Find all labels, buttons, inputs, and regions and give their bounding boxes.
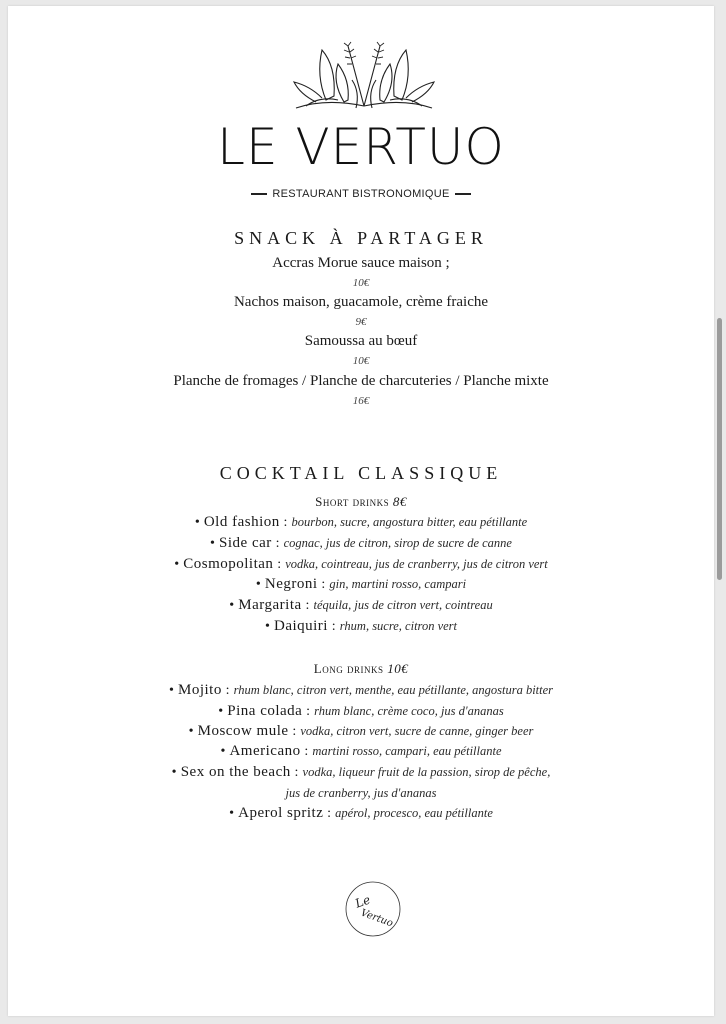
botanical-logo-icon [286,36,442,114]
cocktail-item: • Side car : cognac, jus de citron, sirop de sucre de canne [210,535,512,551]
cocktail-ingredients: martini rosso, campari, eau pétillante [312,744,502,758]
snack-item-name: Planche de fromages / Planche de charcuteries / Planche mixte [173,373,549,389]
cocktail-item: • Moscow mule : vodka, citron vert, sucre de canne, ginger beer [188,723,534,739]
cocktail-item: • Cosmopolitan : vodka, cointreau, jus de cranberry, jus de citron vert [174,556,548,572]
snack-item-name: Samoussa au bœuf [304,333,418,349]
long-drinks-label: Long drinks [313,661,384,676]
le-vertuo-seal-icon [344,880,402,938]
cocktail-name: Daiquiri [273,618,328,634]
snack-item-price: 9€ [355,316,367,328]
cocktail-ingredients: téquila, jus de citron vert, cointreau [313,598,493,612]
cocktail-ingredients: rhum blanc, crème coco, jus d'ananas [314,704,504,718]
cocktail-ingredients: vodka, liqueur fruit de la passion, sirop de pêche, [302,765,551,779]
cocktail-name: Pina colada [227,703,303,719]
cocktail-ingredients: rhum blanc, citron vert, menthe, eau pétillante, angostura bitter [233,683,554,697]
svg-text:Vertuo: Vertuo [359,907,395,930]
cocktail-ingredients-continued: jus de cranberry, jus d'ananas [285,786,437,800]
short-drinks-price: 8€ [392,494,407,509]
brand-name: LE VERTUO [217,118,505,176]
cocktail-ingredients: cognac, jus de citron, sirop de sucre de canne [283,536,512,550]
cocktail-ingredients: apérol, procesco, eau pétillante [335,806,493,820]
snack-item-price: 10€ [352,277,370,289]
snack-item-price: 16€ [352,395,370,407]
long-drinks-heading [8,661,714,677]
cocktail-name: Negroni [264,576,318,592]
snacks-title: SNACK À PARTAGER [234,228,488,248]
cocktail-name: Sex on the beach [180,764,291,780]
cocktail-name: Mojito [177,682,222,698]
long-drinks-price: 10€ [387,661,409,676]
cocktail-ingredients: rhum, sucre, citron vert [339,619,458,633]
cocktail-item: • Sex on the beach : vodka, liqueur fruit de la passion, sirop de pêche, [171,764,551,780]
svg-text:Le: Le [353,892,373,911]
short-drinks-label: Short drinks [315,494,390,509]
snack-item-name: Accras Morue sauce maison ; [272,255,450,271]
cocktail-name: Side car [219,535,272,551]
cocktail-item: • Daiquiri : rhum, sucre, citron vert [264,618,458,634]
brand-tagline [8,188,714,200]
snack-item-name: Nachos maison, guacamole, crème fraiche [233,294,489,310]
scrollbar[interactable] [717,318,722,580]
cocktail-ingredients: vodka, citron vert, sucre de canne, ginger beer [300,724,534,738]
cocktail-name: Aperol spritz [238,805,324,821]
cocktail-item: • Margarita : téquila, jus de citron vert, cointreau [229,597,493,613]
short-drinks-heading [8,494,714,510]
cocktail-ingredients: bourbon, sucre, angostura bitter, eau pétillante [291,515,528,529]
cocktail-item: • Americano : martini rosso, campari, eau pétillante [220,743,502,759]
menu-page [8,6,714,1016]
cocktail-name: Margarita [238,597,302,613]
cocktail-item: • Mojito : rhum blanc, citron vert, menthe, eau pétillante, angostura bitter [168,682,554,698]
cocktail-name: Cosmopolitan [183,556,274,572]
cocktail-name: Americano [229,743,301,759]
cocktail-item: • Negroni : gin, martini rosso, campari [255,576,467,592]
cocktail-name: Old fashion [203,514,280,530]
tagline-text: RESTAURANT BISTRONOMIQUE [272,188,450,200]
cocktail-ingredients: vodka, cointreau, jus de cranberry, jus de citron vert [285,557,548,571]
cocktail-item: • Pina colada : rhum blanc, crème coco, jus d'ananas [218,703,504,719]
cocktail-ingredients: gin, martini rosso, campari [329,577,467,591]
cocktail-name: Moscow mule [197,723,289,739]
cocktail-item: • Aperol spritz : apérol, procesco, eau pétillante [229,805,493,821]
snack-item-price: 10€ [352,355,370,367]
cocktail-item: • Old fashion : bourbon, sucre, angostura bitter, eau pétillante [194,514,528,530]
cocktails-title: COCKTAIL CLASSIQUE [219,463,503,483]
